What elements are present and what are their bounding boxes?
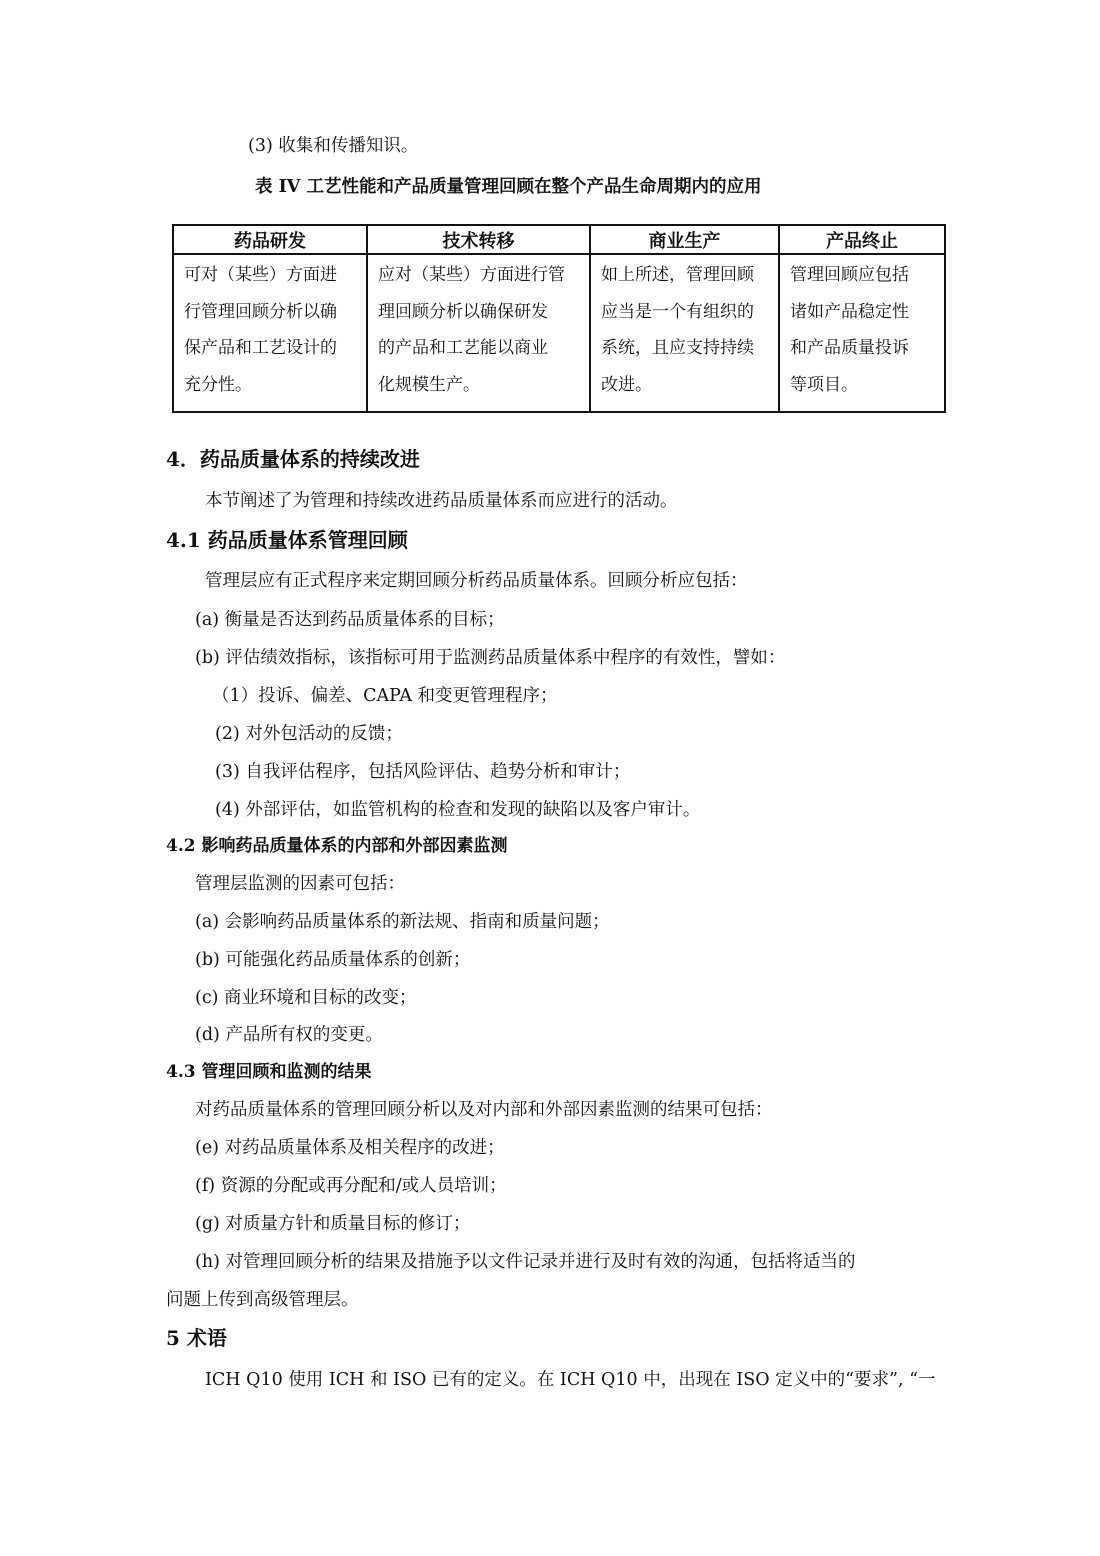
table-cell-discontinuation [779, 254, 945, 412]
table-cell-commercial [590, 254, 779, 412]
cell-text-line: 应当是一个有组织的 [601, 301, 754, 322]
list-item: (b) 评估绩效指标，该指标可用于监测药品质量体系中程序的有效性，譬如： [195, 648, 786, 668]
cell-text-line: 理回顾分析以确保研发 [378, 301, 548, 322]
cell-text-line: 可对（某些）方面进 [184, 265, 337, 285]
section-heading: 4．药品质量体系的持续改进 [166, 447, 420, 471]
sub-list-item: （1）投诉、偏差、CAPA 和变更管理程序； [212, 686, 558, 706]
cell-text-line: 和产品质量投诉 [790, 338, 909, 358]
paragraph: 管理层应有正式程序来定期回顾分析药品质量体系。回顾分析应包括： [205, 571, 748, 591]
list-item: (d) 产品所有权的变更。 [195, 1025, 383, 1045]
cell-text-line: 行管理回顾分析以确 [184, 301, 337, 322]
list-item-continuation: 问题上传到高级管理层。 [166, 1290, 359, 1310]
paragraph: 管理层监测的因素可包括： [195, 874, 405, 894]
table-cell-transfer [367, 254, 590, 412]
cell-text-line: 诸如产品稳定性 [790, 301, 909, 322]
table-caption: 表 IV 工艺性能和产品质量管理回顾在整个产品生命周期内的应用 [255, 177, 762, 197]
list-item: (b) 可能强化药品质量体系的创新； [195, 950, 471, 970]
cell-text-line: 系统，且应支持持续 [601, 338, 754, 358]
section-heading: 4.1 药品质量体系管理回顾 [166, 528, 408, 552]
paragraph: 本节阐述了为管理和持续改进药品质量体系而应进行的活动。 [205, 491, 678, 511]
cell-text-line: 管理回顾应包括 [790, 265, 909, 285]
paragraph: 对药品质量体系的管理回顾分析以及对内部和外部因素监测的结果可包括： [195, 1100, 773, 1120]
table-header-cell: 产品终止 [779, 225, 945, 254]
table-row [173, 254, 945, 412]
cell-text-line: 改进。 [601, 374, 652, 395]
table-header-cell: 技术转移 [367, 225, 590, 254]
cell-text-line: 等项目。 [790, 374, 858, 395]
sub-list-item: (3) 自我评估程序，包括风险评估、趋势分析和审计； [215, 762, 631, 782]
intro-list-item: (3) 收集和传播知识。 [248, 136, 419, 156]
sub-list-item: (4) 外部评估，如监管机构的检查和发现的缺陷以及客户审计。 [215, 800, 701, 820]
section-heading: 5 术语 [166, 1326, 227, 1350]
list-item: (e) 对药品质量体系及相关程序的改进； [195, 1138, 505, 1158]
cell-text-line: 化规模生产。 [378, 374, 480, 395]
list-item: (a) 会影响药品质量体系的新法规、指南和质量问题； [195, 912, 610, 932]
section-heading: 4.3 管理回顾和监测的结果 [166, 1062, 372, 1082]
sub-list-item: (2) 对外包活动的反馈； [215, 724, 403, 744]
table-header-cell: 商业生产 [590, 225, 779, 254]
list-item: (h) 对管理回顾分析的结果及措施予以文件记录并进行及时有效的沟通，包括将适当的 [195, 1252, 856, 1272]
cell-text-line: 如上所述，管理回顾 [601, 265, 754, 285]
cell-text-line: 的产品和工艺能以商业 [378, 338, 548, 358]
table-cell-development [173, 254, 367, 412]
table-header-cell: 药品研发 [173, 225, 367, 254]
cell-text-line: 保产品和工艺设计的 [184, 338, 337, 358]
paragraph: ICH Q10 使用 ICH 和 ISO 已有的定义。在 ICH Q10 中，出现在 ISO 定义中的“要求”, “一 [205, 1370, 936, 1390]
list-item: (g) 对质量方针和质量目标的修订； [195, 1214, 471, 1234]
list-item: (f) 资源的分配或再分配和/或人员培训； [195, 1176, 507, 1196]
cell-text-line: 充分性。 [184, 374, 252, 395]
table-header-row [173, 225, 945, 254]
lifecycle-table [172, 224, 946, 413]
list-item: (c) 商业环境和目标的改变； [195, 988, 417, 1008]
cell-text-line: 应对（某些）方面进行管 [378, 265, 565, 285]
list-item: (a) 衡量是否达到药品质量体系的目标； [195, 610, 505, 630]
section-heading: 4.2 影响药品质量体系的内部和外部因素监测 [166, 836, 508, 856]
